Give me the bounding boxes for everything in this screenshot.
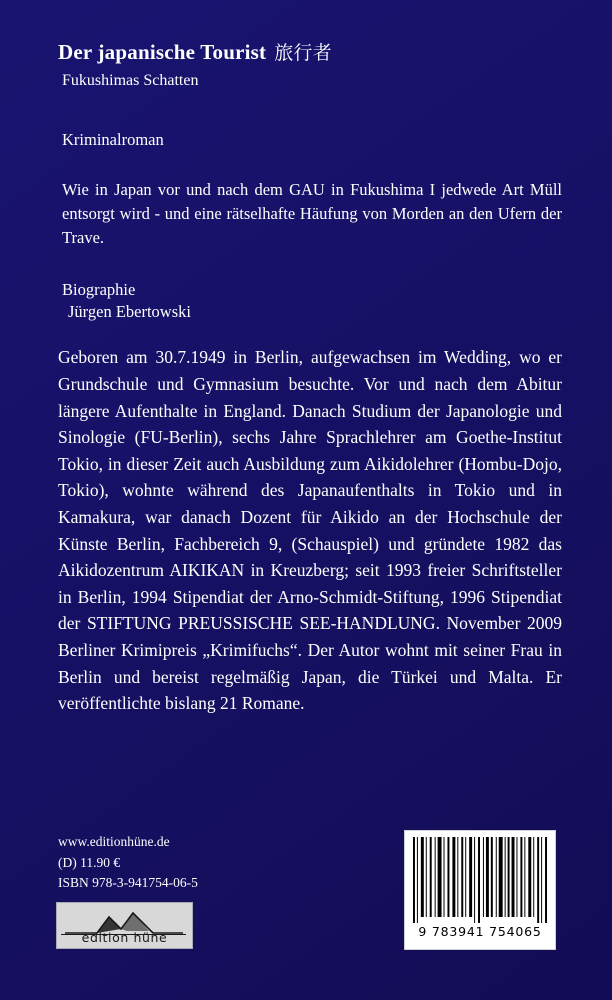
publisher-website[interactable]: www.editionhüne.de bbox=[58, 834, 170, 849]
barcode bbox=[404, 830, 556, 950]
cover-content bbox=[58, 40, 564, 717]
price-label: (D) 11.90 € bbox=[58, 854, 121, 870]
book-subtitle: Fukushimas Schatten bbox=[62, 71, 199, 89]
book-title bbox=[58, 40, 564, 65]
author-name: Jürgen Ebertowski bbox=[68, 302, 191, 322]
book-genre: Kriminalroman bbox=[62, 129, 164, 149]
footer-info bbox=[58, 832, 198, 894]
publisher-logo bbox=[56, 902, 193, 949]
book-title-de: Der japanische Tourist bbox=[58, 40, 267, 64]
book-title-jp: 旅行者 bbox=[274, 42, 332, 64]
biography-text: Geboren am 30.7.1949 in Berlin, aufgewachsen im Wedding, wo er Grundschule und Gymnasium besuchte. Vor und nach dem Abitur längere Aufenthalte in England. Danach Studium der Japanologie und Sinologie (FU-Berlin), sechs Jahre Sprachlehrer am Goethe-Institut Tokio, in dieser Zeit auch Ausbildung zum Aikidolehrer (Hombu-Dojo, Tokio), wohnte während des Japanaufenthalts in Tokio und in Kamakura, war danach Dozent für Aikido an der Hochschule der Künste Berlin, Fachbereich 9, (Schauspiel) und gründete 1982 das Aikidozentrum AIKIKAN in Kreuzberg; seit 1993 freier Schriftsteller in Berlin, 1994 Stipendiat der Arno-Schmidt-Stiftung, 1996 Stipendiat der STIFTUNG PREUSSISCHE SEE-HANDLUNG. November 2009 Berliner Krimipreis „Krimifuchs“. Der Autor wohnt mit seiner Frau in Berlin und bereist regelmäßig Japan, die Türkei und Malta. Er veröffentlichte bislang 21 Romane. bbox=[58, 347, 562, 714]
barcode-bars bbox=[411, 837, 549, 923]
book-blurb: Wie in Japan vor und nach dem GAU in Fukushima I jedwede Art Müll entsorgt wird - und eine rätselhafte Häufung von Morden an den Ufern der Trave. bbox=[62, 179, 562, 248]
publisher-logo-text: edition hüne bbox=[81, 930, 168, 945]
isbn-label: ISBN 978-3-941754-06-5 bbox=[58, 875, 198, 891]
biography-heading: Biographie bbox=[62, 280, 136, 300]
barcode-digits: 9 783941 754065 bbox=[418, 924, 542, 939]
